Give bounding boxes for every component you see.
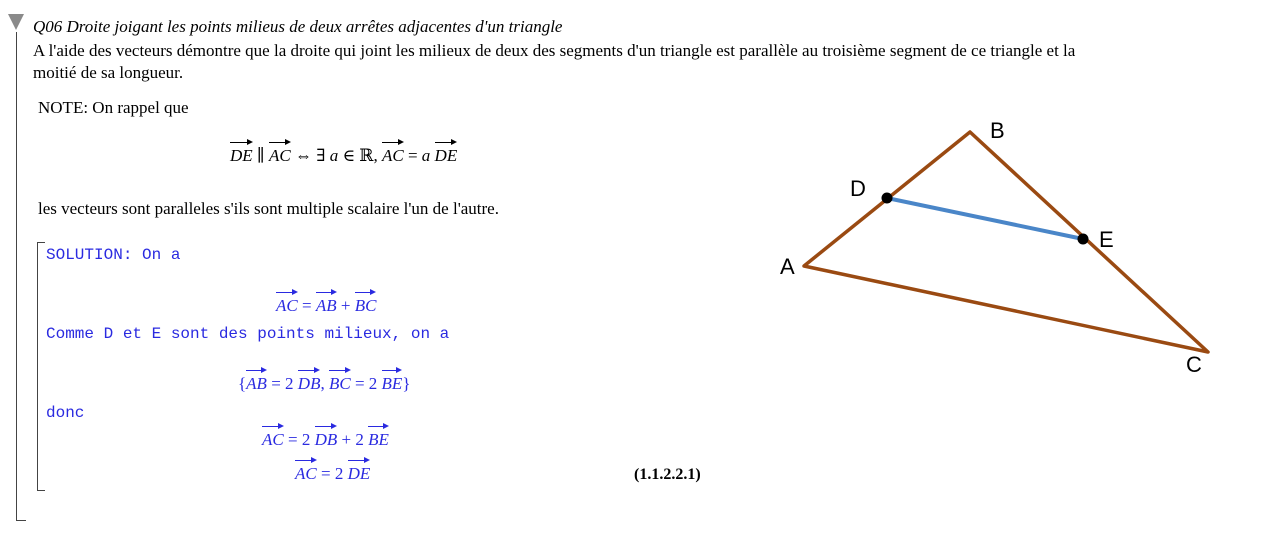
triangle-abc [804, 132, 1208, 352]
collapse-triangle-icon[interactable] [8, 14, 24, 30]
vector-db: DB [315, 424, 338, 448]
equals-sign: = [407, 146, 418, 165]
solution-bracket-top [37, 242, 45, 243]
solution-bracket-bottom [37, 490, 45, 491]
equals-two: = 2 [320, 464, 344, 483]
equals-sign: = [301, 296, 312, 315]
vector-ab: AB [246, 368, 267, 392]
vector-ac: AC [295, 458, 317, 482]
plus-two: + 2 [341, 430, 364, 449]
question-statement-line1: A l'aide des vecteurs démontre que la droite qui joint les milieux de deux des segments d'un triangle est parallèle au troisième segment de ce triangle et la [33, 41, 1076, 60]
vector-db: DB [298, 368, 321, 392]
comma: , [320, 374, 325, 393]
solution-eq2 [238, 368, 411, 394]
vector-ac: AC [276, 290, 298, 314]
vector-bc: BC [329, 368, 351, 392]
vector-ac: AC [269, 140, 291, 164]
group-bracket-line [16, 32, 17, 520]
scalar-a: a [329, 146, 339, 165]
label-b: B [990, 118, 1005, 143]
solution-bracket-line [37, 242, 38, 490]
triangle-figure [770, 110, 1230, 380]
vector-ac: AC [382, 140, 404, 164]
open-brace: { [238, 374, 247, 393]
solution-line2[interactable]: Comme D et E sont des points milieux, on a [46, 325, 450, 343]
plus-sign: + [340, 296, 351, 315]
point-e [1078, 234, 1089, 245]
vector-de: DE [435, 140, 458, 164]
point-d [882, 193, 893, 204]
vector-de: DE [348, 458, 371, 482]
label-c: C [1186, 352, 1202, 377]
parallel-symbol: ∥ [256, 146, 265, 165]
vector-be: BE [368, 424, 389, 448]
close-brace: } [402, 374, 411, 393]
solution-line1[interactable]: SOLUTION: On a [46, 246, 181, 264]
note-conclusion: les vecteurs sont paralleles s'ils sont multiple scalaire l'un de l'autre. [38, 199, 499, 218]
in-reals: ∈ ℝ, [342, 146, 378, 165]
label-d: D [850, 176, 866, 201]
solution-eq1 [276, 290, 376, 316]
vector-ac: AC [262, 424, 284, 448]
equation-number: (1.1.2.2.1) [634, 466, 701, 483]
label-a: A [780, 254, 795, 279]
group-bracket-end [16, 520, 26, 521]
note-formula [230, 140, 457, 166]
question-title: Q06 Droite joigant les points milieus de deux arrêtes adjacentes d'un triangle [33, 17, 563, 36]
iff-exists-symbol: ⇔ ∃ [295, 146, 326, 165]
vector-ab: AB [316, 290, 337, 314]
equals-two: = 2 [271, 374, 294, 393]
vector-be: BE [382, 368, 403, 392]
scalar-a: a [421, 146, 431, 165]
midline-de [887, 198, 1083, 239]
note-intro: NOTE: On rappel que [38, 98, 189, 117]
vector-de: DE [230, 140, 253, 164]
solution-line3[interactable]: donc [46, 404, 85, 422]
vector-bc: BC [355, 290, 377, 314]
solution-eq4 [295, 458, 370, 484]
solution-eq3 [262, 424, 389, 450]
label-e: E [1099, 227, 1114, 252]
question-statement-line2: moitié de sa longueur. [33, 63, 184, 82]
equals-two: = 2 [287, 430, 311, 449]
equals-two: = 2 [354, 374, 378, 393]
